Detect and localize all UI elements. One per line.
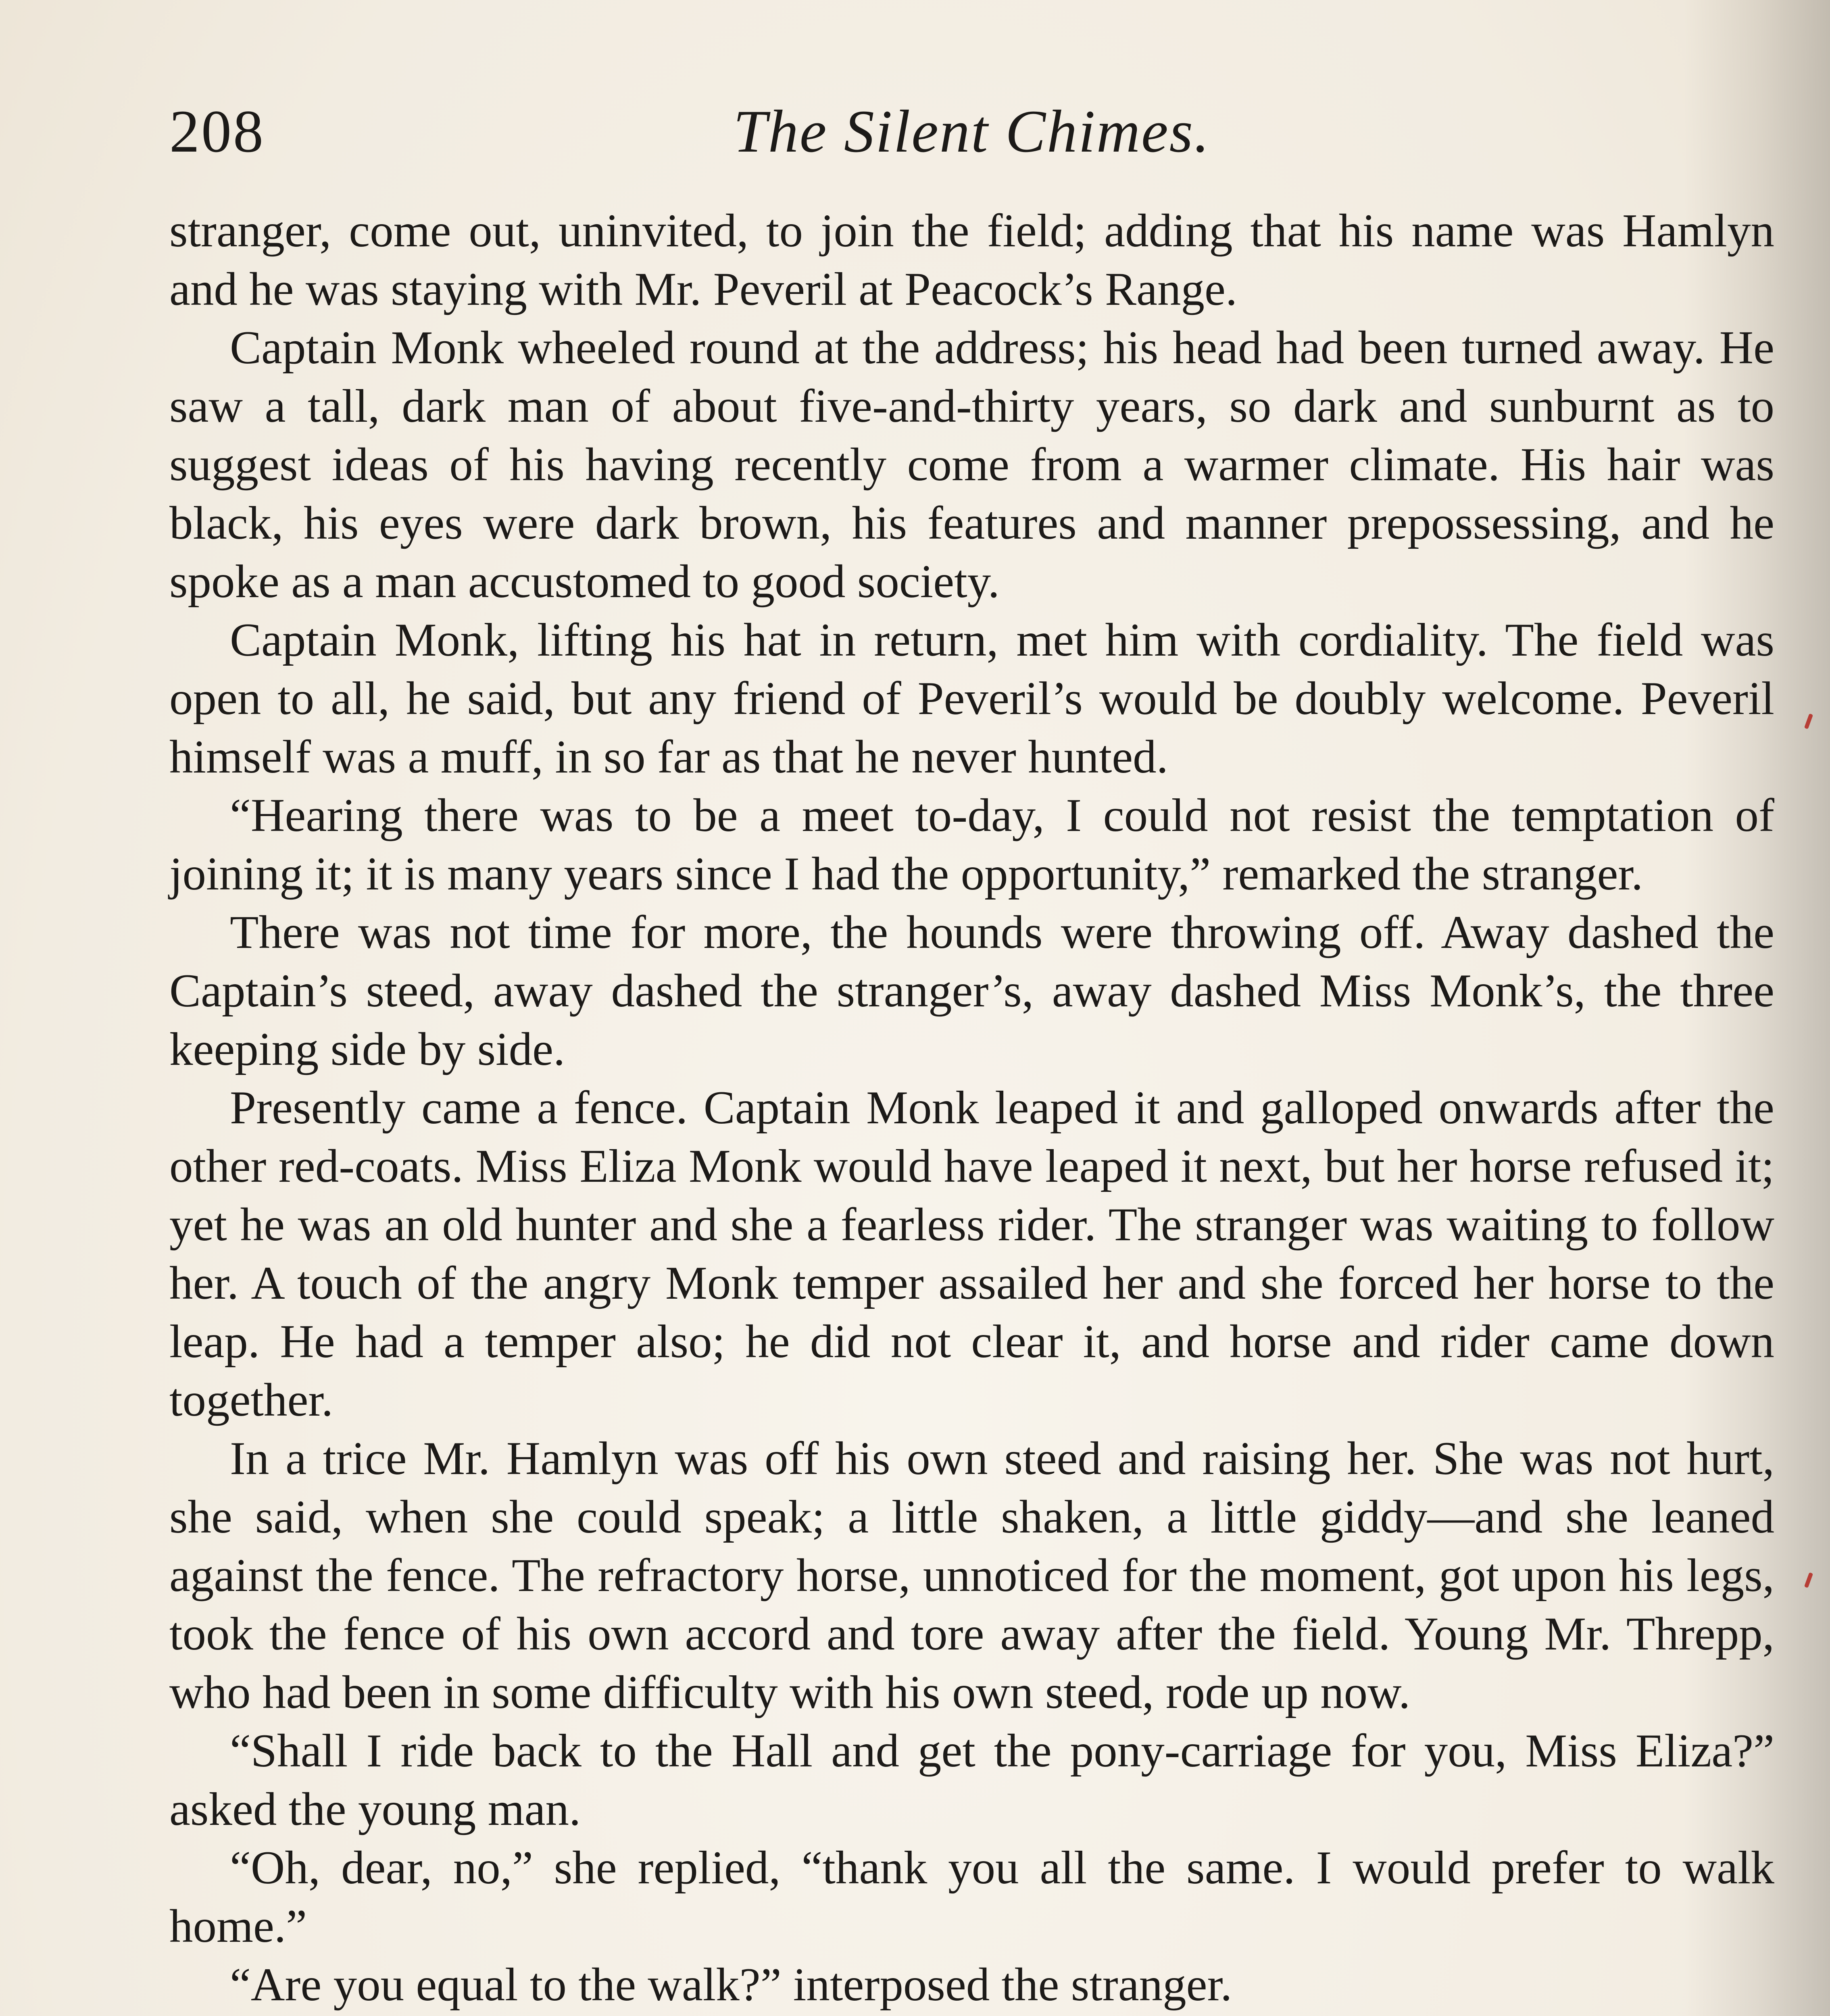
paragraph: Captain Monk, lifting his hat in return, met him with cordiality. The field was open to all, he said, but any friend of Peveril’s would be doubly welcome. Peveril himself was a muff, in so far as that he never hunted. xyxy=(169,614,1774,783)
margin-mark xyxy=(1804,713,1813,729)
paragraph: “Hearing there was to be a meet to-day, I could not resist the temptation of joining it; it is many years since I had the opportunity,” remarked the stranger. xyxy=(169,789,1774,900)
running-title: The Silent Chimes. xyxy=(733,98,1211,165)
page-header xyxy=(169,81,1774,185)
paragraph xyxy=(169,2014,1774,2016)
body-text xyxy=(169,202,1774,2016)
paragraph: “Are you equal to the walk?” interposed the stranger. xyxy=(230,1959,1232,2011)
paragraph: In a trice Mr. Hamlyn was off his own steed and raising her. She was not hurt, she said, when she could speak; a little shaken, a little giddy—and she leaned against the fence. The refractory horse, unnoticed for the moment, got upon his legs, took the fence of his own accord and tore away after the field. Young Mr. Threpp, who had been in some difficulty with his own steed, rode up now. xyxy=(169,1433,1774,1718)
page-number: 208 xyxy=(169,98,265,165)
paragraph: There was not time for more, the hounds were throwing off. Away dashed the Captain’s steed, away dashed the stranger’s, away dashed Miss Monk’s, the three keeping side by side. xyxy=(169,906,1774,1075)
paragraph: Captain Monk wheeled round at the address; his head had been turned away. He saw a tall, dark man of about five-and-thirty years, so dark and sunburnt as to suggest ideas of his having recently come from a warmer climate. His hair was black, his eyes were dark brown, his features and manner prepossessing, and he spoke as a man accustomed to good society. xyxy=(169,322,1774,608)
paragraph: “Shall I ride back to the Hall and get the pony-carriage for you, Miss Eliza?” asked the young man. xyxy=(169,1725,1774,1835)
paragraph: “Oh, dear, no,” she replied, “thank you all the same. I would prefer to walk home.” xyxy=(169,1842,1774,1952)
paragraph: Presently came a fence. Captain Monk leaped it and galloped onwards after the other red-coats. Miss Eliza Monk would have leaped it next, but her horse refused it; yet he was an old hunter and she a fearless rider. The stranger was waiting to follow her. A touch of the angry Monk temper assailed her and she forced her horse to the leap. He had a temper also; he did not clear it, and horse and rider came down together. xyxy=(169,1082,1774,1426)
margin-mark xyxy=(1804,1572,1813,1588)
paragraph: stranger, come out, uninvited, to join the field; adding that his name was Hamlyn and he was staying with Mr. Peveril at Peacock’s Range. xyxy=(169,205,1774,315)
